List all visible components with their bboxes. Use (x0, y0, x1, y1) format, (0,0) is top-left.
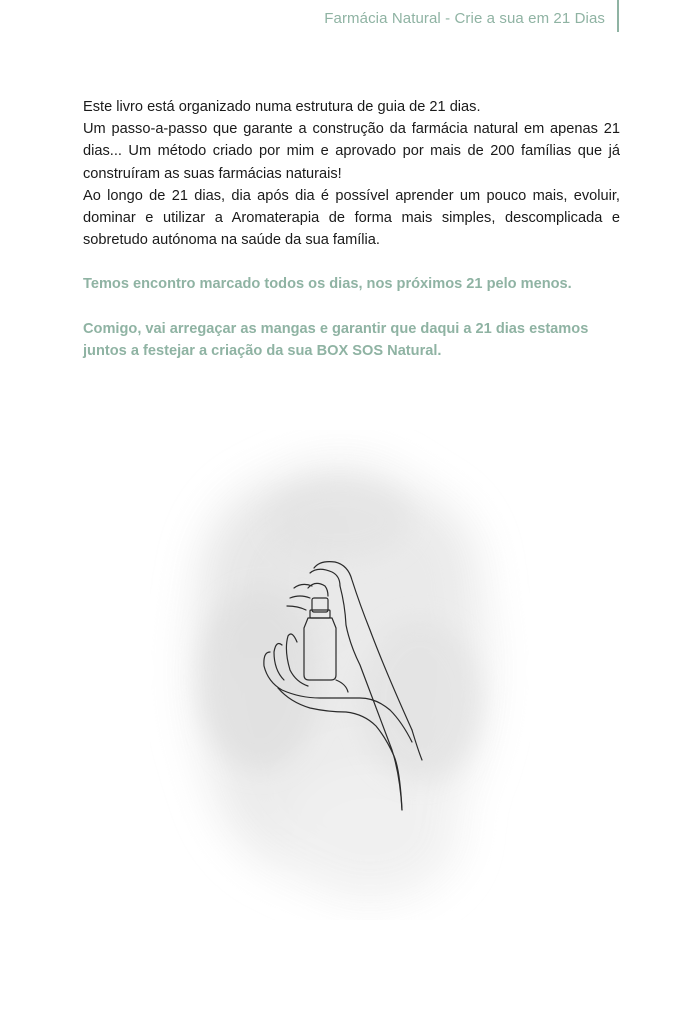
page-body (83, 96, 620, 362)
aromatherapy-paragraph: Ao longo de 21 dias, dia após dia é possível aprender um pouco mais, evoluir, dominar e utilizar a Aromaterapia de forma mais simples, descomplicada e sobretudo autónoma na saúde da sua família. (83, 187, 620, 249)
method-paragraph: Um passo-a-passo que garante a construção da farmácia natural em apenas 21 dias... Um método criado por mim e aprovado por mais de 200 famílias que já construíram as suas farmácias naturais! (83, 121, 620, 182)
highlight-meeting: Temos encontro marcado todos os dias, nos próximos 21 pelo menos. (83, 276, 572, 293)
highlight-box-sos: Comigo, vai arregaçar as mangas e garantir que daqui a 21 dias estamos juntos a festejar a criação da sua BOX SOS Natural. (83, 320, 589, 359)
running-header-title: Farmácia Natural - Crie a sua em 21 Dias (324, 10, 605, 27)
header-divider (617, 0, 619, 32)
intro-paragraph: Este livro está organizado numa estrutura de guia de 21 dias. (83, 99, 481, 115)
hands-holding-bottle-icon (150, 430, 530, 920)
